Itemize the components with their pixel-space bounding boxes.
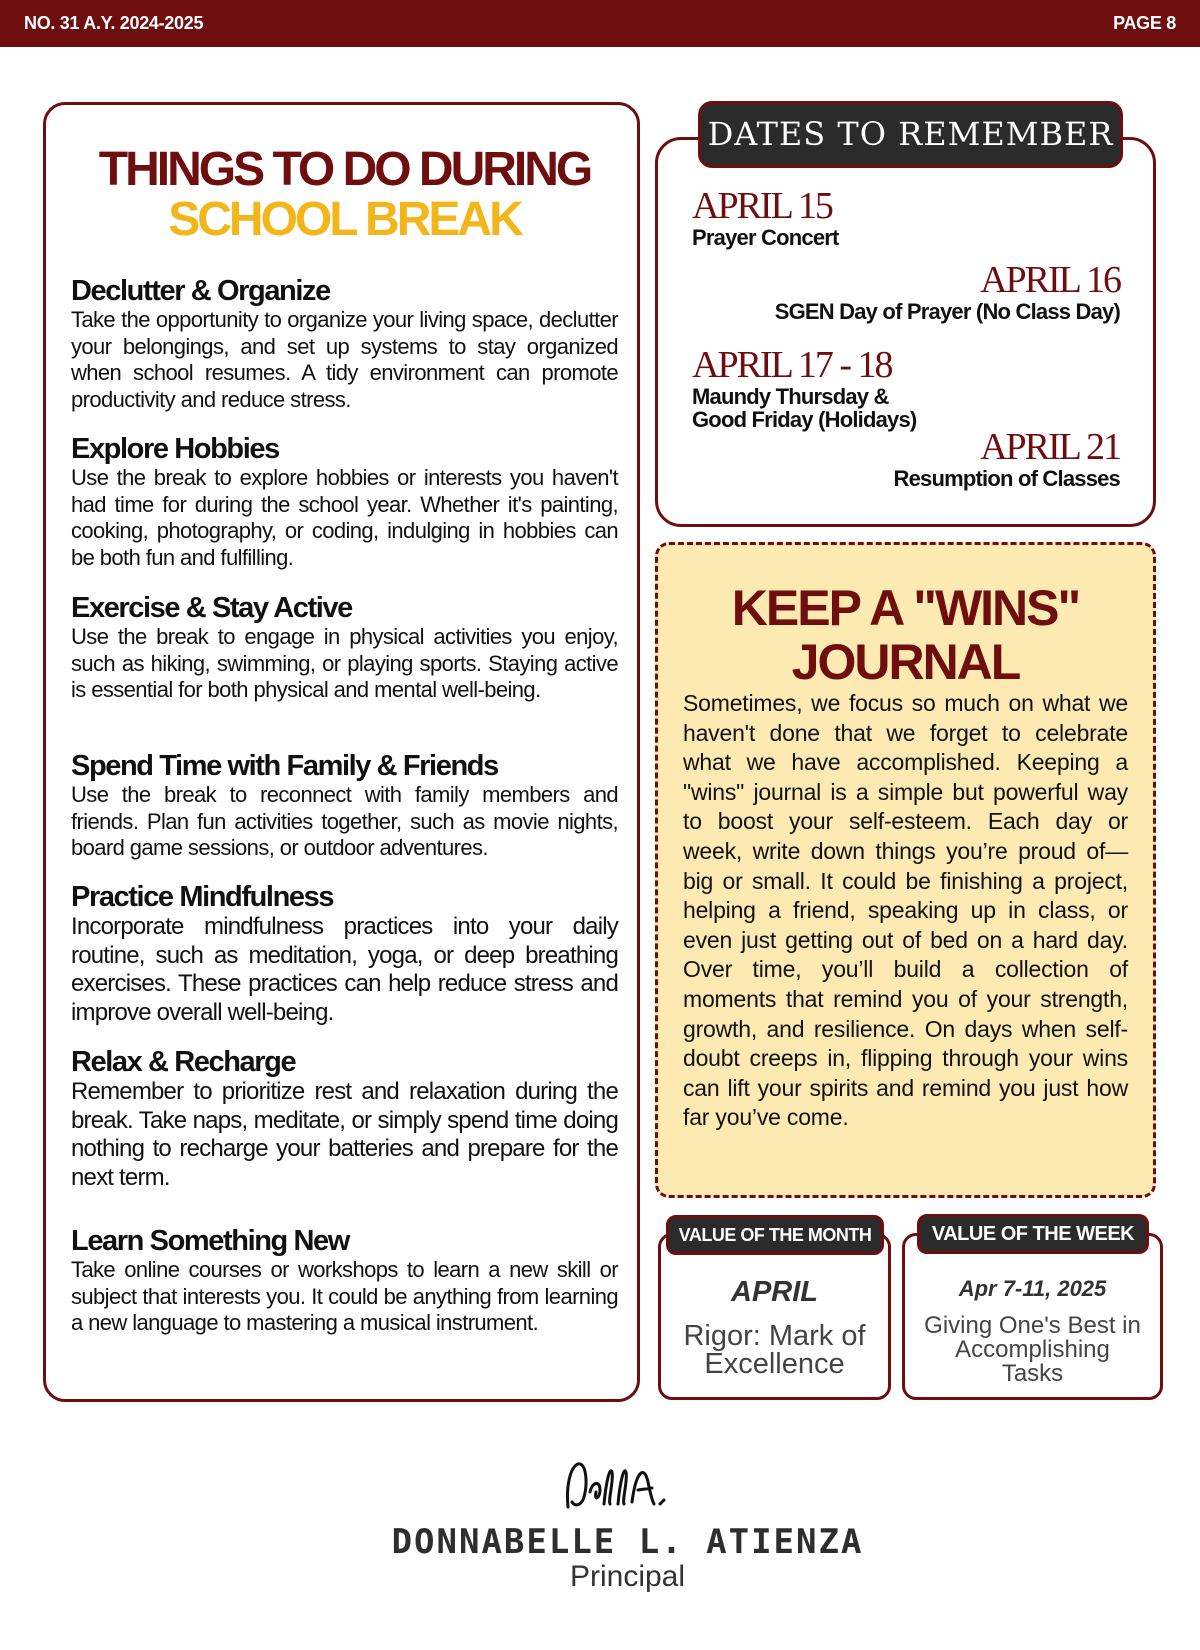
- value-week-line3: Tasks: [1001, 1360, 1064, 1387]
- things-title-line2: SCHOOL BREAK: [168, 193, 521, 246]
- tip-family: [71, 750, 618, 862]
- value-month-line2: Excellence: [704, 1348, 845, 1380]
- dates-heading: DATES TO REMEMBER: [698, 101, 1123, 168]
- tip-text: Take the opportunity to organize your living space, declutter your belongings, and set up systems to stay organized when school resumes. A tidy environment can promote productivity and reduce stress.: [71, 307, 618, 412]
- wins-title-line1: KEEP A "WINS": [731, 580, 1080, 636]
- tip-title: Declutter & Organize: [71, 275, 330, 307]
- tip-text: Remember to prioritize rest and relaxation during the break. Take naps, meditate, or simply spend time doing nothing to recharge your batteries and prepare for the next term.: [71, 1078, 618, 1191]
- tip-text: Incorporate mindfulness practices into your daily routine, such as meditation, yoga, or deep breathing exercises. These practices can help reduce stress and improve overall well-being.: [71, 913, 618, 1026]
- signatory-title: Principal: [569, 1560, 686, 1593]
- value-month-period: APRIL: [731, 1276, 818, 1308]
- date-item-april-21: [680, 427, 1120, 490]
- date-item-april-15: [692, 186, 1132, 249]
- tip-title: Exercise & Stay Active: [71, 592, 352, 624]
- value-month-line1: Rigor: Mark of: [683, 1320, 866, 1352]
- wins-text: Sometimes, we focus so much on what we haven't done that we forget to celebrate what we have accomplished. Keeping a "wins" journal is a simple but powerful way to boost your self-esteem. Each day or week, write down things you’re proud of—big or small. It could be finishing a project, helping a friend, speaking up in class, or even just getting out of bed on a hard day. Over time, you’ll build a collection of moments that remind you of your strength, growth, and resilience. On days when self-doubt creeps in, flipping through your wins can lift your spirits and remind you just how far you’ve come.: [683, 690, 1128, 1131]
- wins-title-line2: JOURNAL: [791, 634, 1020, 690]
- tip-text: Use the break to engage in physical activities you enjoy, such as hiking, swimming, or playing sports. Staying active is essential for both physical and mental well-being.: [71, 624, 618, 702]
- value-week-text: [905, 1314, 1160, 1386]
- tip-mindfulness: [71, 881, 618, 1027]
- tip-text: Take online courses or workshops to learn a new skill or subject that interests you. It could be anything from learning a new language to mastering a musical instrument.: [71, 1257, 618, 1335]
- date-event-line2: Good Friday (Holidays): [692, 407, 917, 432]
- date-event-line1: Maundy Thursday &: [692, 384, 889, 409]
- signatory-name: DONNABELLE L. ATIENZA: [391, 1522, 864, 1562]
- date-event: SGEN Day of Prayer (No Class Day): [774, 299, 1120, 324]
- date-label: APRIL 16: [980, 259, 1120, 301]
- things-title-line1: THINGS TO DO DURING: [98, 143, 591, 196]
- things-title: [46, 145, 643, 245]
- value-week-period: Apr 7-11, 2025: [958, 1276, 1107, 1301]
- tip-declutter: [71, 275, 618, 413]
- page-number: PAGE 8: [1113, 13, 1176, 33]
- tip-exercise: [71, 592, 618, 704]
- date-item-april-17-18: [692, 345, 1132, 431]
- tip-title: Practice Mindfulness: [71, 881, 334, 913]
- tip-learn: [71, 1225, 618, 1337]
- tip-title: Explore Hobbies: [71, 433, 279, 465]
- value-of-month-card: [658, 1233, 891, 1400]
- value-month-tab: VALUE OF THE MONTH: [666, 1215, 884, 1255]
- value-week-tab: VALUE OF THE WEEK: [917, 1214, 1149, 1254]
- tip-hobbies: [71, 433, 618, 571]
- wins-journal-box: [655, 542, 1156, 1198]
- tip-title: Relax & Recharge: [71, 1046, 296, 1078]
- signature-icon: [560, 1452, 710, 1522]
- things-to-do-card: [43, 102, 640, 1402]
- date-label: APRIL 17 - 18: [692, 344, 892, 386]
- page-header-bar: [0, 0, 1200, 47]
- tip-text: Use the break to reconnect with family members and friends. Plan fun activities together, such as movie nights, board game sessions, or outdoor adventures.: [71, 782, 618, 860]
- value-of-week-card: [902, 1233, 1163, 1400]
- tip-text: Use the break to explore hobbies or interests you haven't had time for during the school year. Whether it's painting, cooking, photography, or coding, indulging in hobbies can be both fun and fulfilling.: [71, 465, 618, 570]
- value-week-line1: Giving One's Best in: [924, 1312, 1141, 1339]
- value-week-line2: Accomplishing: [955, 1336, 1110, 1363]
- date-event: Prayer Concert: [692, 225, 839, 250]
- issue-label: NO. 31 A.Y. 2024-2025: [24, 13, 204, 33]
- date-event: Resumption of Classes: [893, 466, 1120, 491]
- value-month-text: [661, 1322, 888, 1378]
- wins-title: [658, 581, 1153, 689]
- date-label: APRIL 21: [980, 426, 1120, 468]
- tip-title: Spend Time with Family & Friends: [71, 750, 498, 782]
- tip-relax: [71, 1046, 618, 1192]
- date-item-april-16: [680, 260, 1120, 323]
- date-label: APRIL 15: [692, 185, 832, 227]
- tip-title: Learn Something New: [71, 1225, 349, 1257]
